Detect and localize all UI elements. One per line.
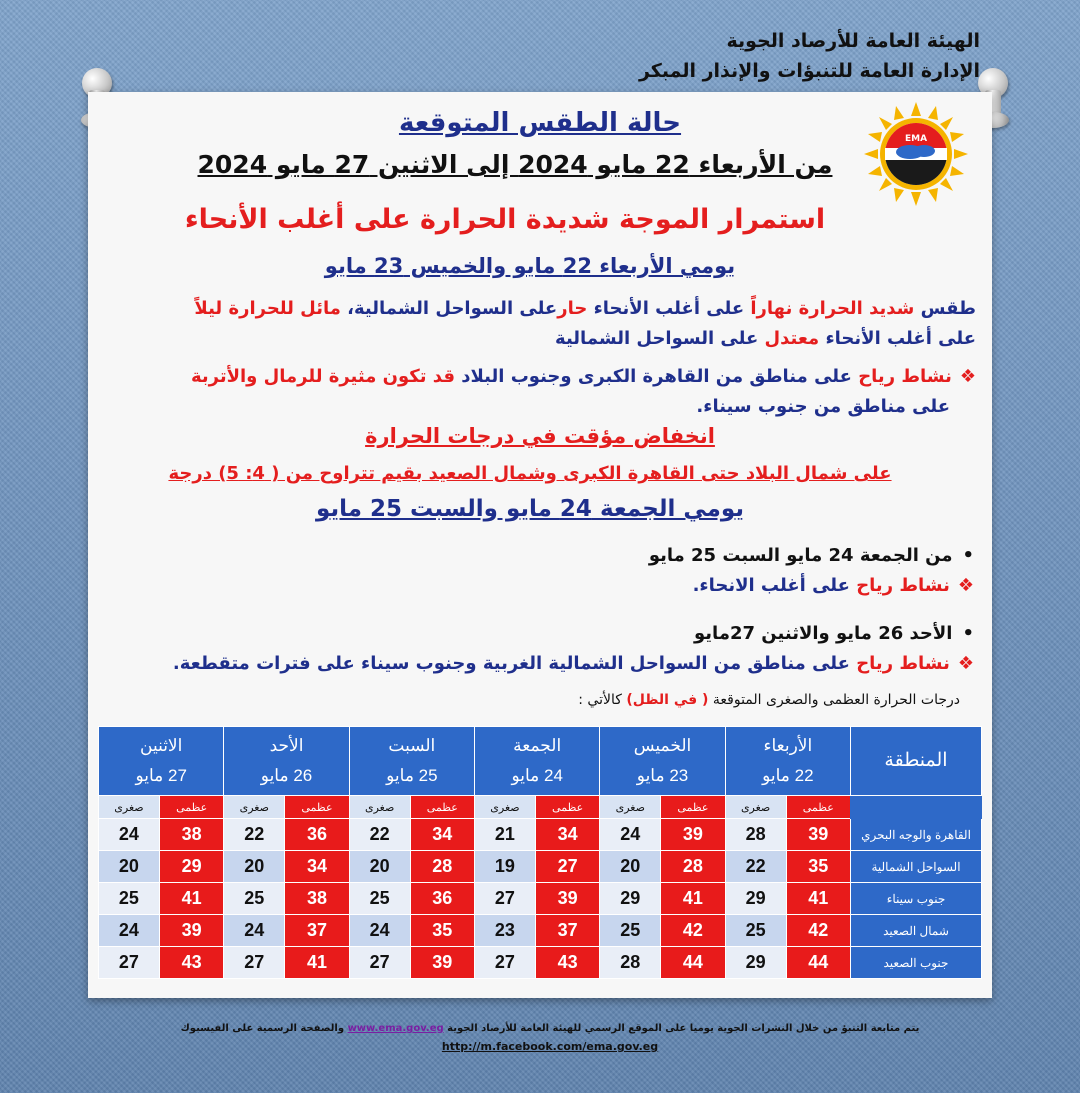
max-temp-cell: 41 (159, 883, 223, 915)
department-name: الإدارة العامة للتنبؤات والإنذار المبكر (638, 60, 980, 82)
region-cell: السواحل الشمالية (851, 851, 982, 883)
day-header: السبت 25 مايو (349, 727, 474, 796)
min-temp-cell: 22 (224, 819, 285, 851)
day-header: الجمعة 24 مايو (475, 727, 600, 796)
max-temp-cell: 28 (661, 851, 725, 883)
day-header: الأحد 26 مايو (224, 727, 349, 796)
max-temp-cell: 39 (786, 819, 850, 851)
max-label: عظمى (535, 796, 599, 819)
max-temp-cell: 35 (410, 915, 474, 947)
facebook-link[interactable]: http://m.facebook.com/ema.gov.eg (441, 1040, 659, 1053)
max-label: عظمى (410, 796, 474, 819)
max-min-header-row (99, 796, 982, 819)
max-temp-cell: 39 (661, 819, 725, 851)
table-row (99, 883, 982, 915)
min-label: صغرى (349, 796, 410, 819)
max-label: عظمى (661, 796, 725, 819)
min-temp-cell: 25 (349, 883, 410, 915)
min-label: صغرى (600, 796, 661, 819)
min-temp-cell: 25 (725, 915, 786, 947)
max-label: عظمى (159, 796, 223, 819)
temperature-table (98, 726, 982, 979)
max-temp-cell: 42 (661, 915, 725, 947)
period-1-wind-bullet: ❖نشاط رياح على مناطق من القاهرة الكبرى وجنوب البلاد قد تكون مثيرة للرمال والأتربة على مناطق من جنوب سيناء. (190, 366, 976, 417)
max-temp-cell: 43 (159, 947, 223, 979)
diamond-bullet-icon: ❖ (959, 366, 976, 387)
max-temp-cell: 38 (159, 819, 223, 851)
max-temp-cell: 39 (535, 883, 599, 915)
bullet-dot-icon: • (962, 545, 974, 566)
day-header-row (99, 727, 982, 796)
min-temp-cell: 25 (600, 915, 661, 947)
footer: يتم متابعة التنبؤ من خلال النشرات الجوية يوميا على الموقع الرسمي للهيئة العامة للأرصاد الجوية www.ema.gov.eg والصفحة الرسمية على الفيسبوك http://m.facebook.com/ema.gov.eg (180, 1023, 920, 1053)
agency-name: الهيئة العامة للأرصاد الجوية (726, 30, 980, 52)
table-row (99, 915, 982, 947)
min-temp-cell: 27 (224, 947, 285, 979)
max-temp-cell: 37 (535, 915, 599, 947)
min-label: صغرى (224, 796, 285, 819)
min-temp-cell: 23 (475, 915, 536, 947)
website-link[interactable]: www.ema.gov.eg (347, 1023, 444, 1034)
date-range: من الأربعاء 22 مايو 2024 إلى الاثنين 27 مايو 2024 (197, 150, 833, 179)
max-temp-cell: 35 (786, 851, 850, 883)
min-temp-cell: 27 (475, 947, 536, 979)
headline: استمرار الموجة شديدة الحرارة على أغلب الأنحاء (184, 204, 826, 235)
max-label: عظمى (285, 796, 349, 819)
max-temp-cell: 41 (661, 883, 725, 915)
min-temp-cell: 20 (600, 851, 661, 883)
diamond-bullet-icon: ❖ (957, 575, 974, 596)
min-temp-cell: 21 (475, 819, 536, 851)
max-temp-cell: 37 (285, 915, 349, 947)
region-column-header: المنطقة (851, 727, 982, 796)
min-temp-cell: 25 (224, 883, 285, 915)
min-temp-cell: 28 (725, 819, 786, 851)
min-temp-cell: 29 (725, 883, 786, 915)
max-temp-cell: 39 (159, 915, 223, 947)
max-temp-cell: 28 (410, 851, 474, 883)
min-temp-cell: 27 (475, 883, 536, 915)
table-caption: درجات الحرارة العظمى والصغرى المتوقعة ( في الظل) كالأتي : (578, 692, 960, 708)
min-label: صغرى (99, 796, 160, 819)
group-1-title: •من الجمعة 24 مايو السبت 25 مايو (648, 545, 974, 566)
min-temp-cell: 29 (725, 947, 786, 979)
min-temp-cell: 24 (224, 915, 285, 947)
max-temp-cell: 41 (786, 883, 850, 915)
max-temp-cell: 34 (285, 851, 349, 883)
period-1-description: طقس شديد الحرارة نهاراً على أغلب الأنحاء حارعلى السواحل الشمالية، مائل للحرارة ليلاً على أغلب الأنحاء معتدل على السواحل الشمالية (194, 298, 976, 349)
min-temp-cell: 22 (725, 851, 786, 883)
max-temp-cell: 34 (535, 819, 599, 851)
max-temp-cell: 36 (410, 883, 474, 915)
min-temp-cell: 19 (475, 851, 536, 883)
day-header: الأربعاء 22 مايو (725, 727, 850, 796)
region-cell: القاهرة والوجه البحري (851, 819, 982, 851)
min-temp-cell: 20 (99, 851, 160, 883)
max-temp-cell: 41 (285, 947, 349, 979)
max-temp-cell: 36 (285, 819, 349, 851)
agency-header (639, 26, 980, 86)
min-temp-cell: 25 (99, 883, 160, 915)
region-cell: شمال الصعيد (851, 915, 982, 947)
min-temp-cell: 27 (99, 947, 160, 979)
day-header: الاثنين 27 مايو (99, 727, 224, 796)
max-temp-cell: 34 (410, 819, 474, 851)
region-cell: جنوب الصعيد (851, 947, 982, 979)
min-temp-cell: 20 (224, 851, 285, 883)
max-temp-cell: 29 (159, 851, 223, 883)
temperature-drop-detail: على شمال البلاد حتى القاهرة الكبرى وشمال الصعيد بقيم تتراوح من ( 4: 5) درجة (168, 463, 892, 484)
table-row (99, 819, 982, 851)
group-2-wind: ❖نشاط رياح على مناطق من السواحل الشمالية الغربية وجنوب سيناء على فترات متقطعة. (172, 653, 974, 674)
min-temp-cell: 28 (600, 947, 661, 979)
max-temp-cell: 38 (285, 883, 349, 915)
max-temp-cell: 27 (535, 851, 599, 883)
table-row (99, 947, 982, 979)
group-1-wind: ❖نشاط رياح على أغلب الانحاء. (692, 575, 974, 596)
min-temp-cell: 20 (349, 851, 410, 883)
min-temp-cell: 24 (600, 819, 661, 851)
max-temp-cell: 44 (786, 947, 850, 979)
max-temp-cell: 43 (535, 947, 599, 979)
max-temp-cell: 42 (786, 915, 850, 947)
table-row (99, 851, 982, 883)
min-temp-cell: 24 (99, 819, 160, 851)
min-label: صغرى (475, 796, 536, 819)
ema-logo (856, 100, 976, 208)
bulletin-title: حالة الطقس المتوقعة (398, 108, 682, 138)
bullet-dot-icon: • (962, 623, 974, 644)
diamond-bullet-icon: ❖ (957, 653, 974, 674)
min-temp-cell: 24 (349, 915, 410, 947)
temperature-drop-heading: انخفاض مؤقت في درجات الحرارة (365, 424, 715, 448)
day-header: الخميس 23 مايو (600, 727, 725, 796)
max-label: عظمى (786, 796, 850, 819)
min-temp-cell: 27 (349, 947, 410, 979)
max-temp-cell: 39 (410, 947, 474, 979)
min-temp-cell: 29 (600, 883, 661, 915)
period-2-heading: يومي الجمعة 24 مايو والسبت 25 مايو (316, 496, 744, 522)
min-label: صغرى (725, 796, 786, 819)
max-temp-cell: 44 (661, 947, 725, 979)
period-1-heading: يومي الأربعاء 22 مايو والخميس 23 مايو (324, 254, 736, 278)
svg-text:EMA: EMA (904, 134, 928, 144)
min-temp-cell: 24 (99, 915, 160, 947)
min-temp-cell: 22 (349, 819, 410, 851)
group-2-title: •الأحد 26 مايو والاثنين 27مايو (694, 623, 974, 644)
region-cell: جنوب سيناء (851, 883, 982, 915)
